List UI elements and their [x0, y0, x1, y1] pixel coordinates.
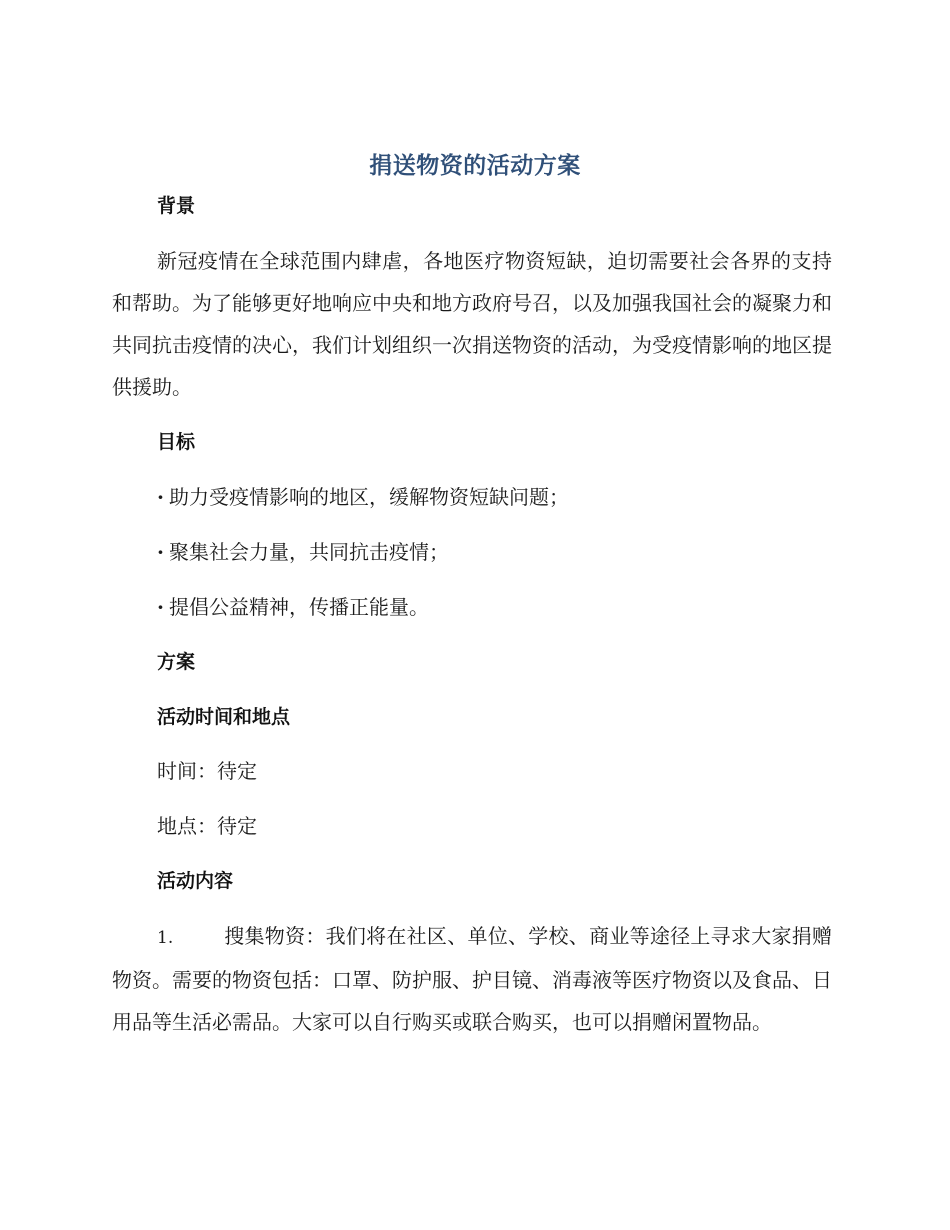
heading-content: 活动内容 — [157, 870, 234, 892]
heading-background: 背景 — [157, 195, 196, 217]
content-item-text: 搜集物资：我们将在社区、单位、学校、商业等途径上寻求大家捐赠物资。需要的物资包括：口罩、防护服、护目镜、消毒液等医疗物资以及食品、日用品等生活必需品。大家可以自行购买或联合购买，也可以捐赠闲置物品。 — [112, 924, 832, 1034]
list-number: 1. — [157, 928, 174, 948]
place-line: 地点：待定 — [157, 814, 257, 838]
bullet-marker: · — [157, 540, 164, 564]
background-paragraph: 新冠疫情在全球范围内肆虐，各地医疗物资短缺，迫切需要社会各界的支持和帮助。为了能够更好地响应中央和地方政府号召，以及加强我国社会的凝聚力和共同抗击疫情的决心，我们计划组织一次捐送物资的活动，为受疫情影响的地区提供援助。 — [112, 249, 832, 399]
document-title: 捐送物资的活动方案 — [369, 153, 581, 179]
goal-item — [157, 593, 429, 621]
goal-item — [157, 483, 569, 511]
bullet-marker: · — [157, 485, 164, 509]
heading-goals: 目标 — [157, 431, 196, 453]
goal-item — [157, 538, 449, 566]
time-line: 时间：待定 — [157, 759, 257, 783]
heading-time-place: 活动时间和地点 — [157, 706, 291, 728]
bullet-marker: · — [157, 595, 164, 619]
heading-plan: 方案 — [157, 651, 196, 673]
content-item — [112, 915, 832, 1043]
goal-item-text: 聚集社会力量，共同抗击疫情； — [169, 540, 449, 564]
goal-item-text: 助力受疫情影响的地区，缓解物资短缺问题； — [169, 485, 569, 509]
goal-item-text: 提倡公益精神，传播正能量。 — [169, 595, 429, 619]
